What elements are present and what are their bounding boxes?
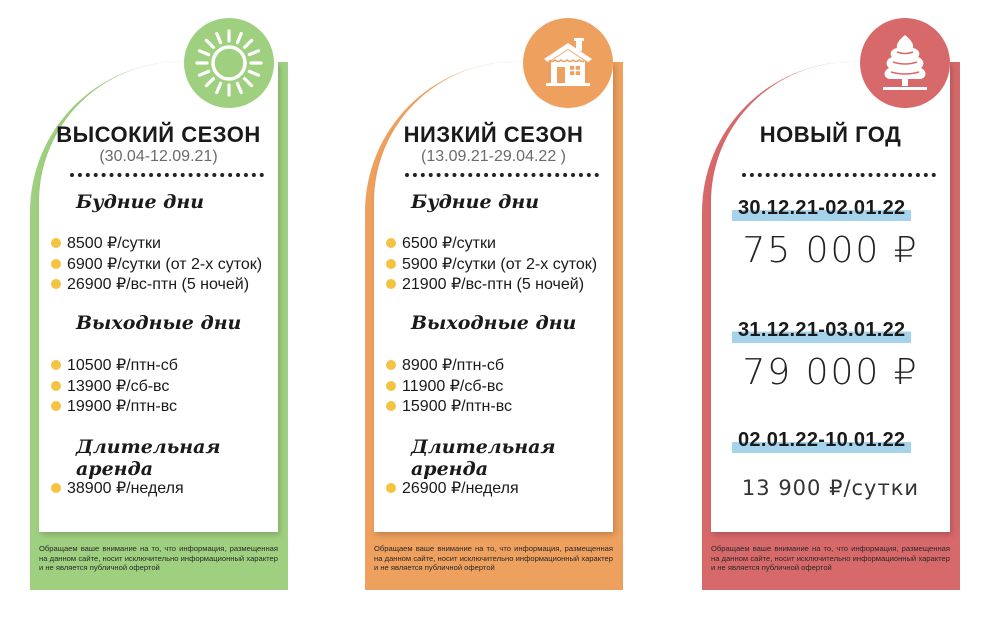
- card-title: НОВЫЙ ГОД: [759, 122, 902, 147]
- list-item: 8500 ₽/сутки: [51, 234, 262, 255]
- weekends-heading: Выходные дни: [76, 312, 242, 334]
- christmas-tree-icon: [877, 32, 933, 94]
- list-item: 38900 ₽/неделя: [51, 479, 184, 500]
- disclaimer: Обращаем ваше внимание на то, что информация, размещенная на данном сайте, носит исключительно информационный характер и не является публичной офертой: [374, 544, 613, 572]
- list-item: 6500 ₽/сутки: [386, 234, 597, 255]
- house-badge: [523, 18, 613, 108]
- list-item: 5900 ₽/сутки (от 2-х суток): [386, 255, 597, 276]
- high-season-card: [30, 62, 288, 590]
- list-item: 6900 ₽/сутки (от 2-х суток): [51, 255, 262, 276]
- disclaimer: Обращаем ваше внимание на то, что информация, размещенная на данном сайте, носит исключительно информационный характер и не является публичной офертой: [711, 544, 950, 572]
- date-range-1: 30.12.21-02.01.22: [732, 196, 911, 221]
- card-title: НИЗКИЙ СЕЗОН: [403, 122, 584, 147]
- bullet-icon: [386, 360, 396, 370]
- season-dates: (13.09.21-29.04.22 ): [421, 148, 566, 165]
- new-year-card: [702, 62, 960, 590]
- bullet-icon: [386, 401, 396, 411]
- long-rent-heading: Длительная аренда: [76, 436, 221, 480]
- bullet-icon: [386, 259, 396, 269]
- price-2: 79 000 ₽: [742, 352, 919, 393]
- bullet-icon: [51, 238, 61, 248]
- list-item: 19900 ₽/птн-вс: [51, 397, 178, 418]
- list-item: 8900 ₽/птн-сб: [386, 356, 512, 377]
- weekdays-list: [51, 234, 262, 296]
- house-icon: [540, 35, 596, 91]
- list-item: 21900 ₽/вс-птн (5 ночей): [386, 275, 597, 296]
- weekdays-heading: Будние дни: [76, 191, 205, 213]
- bullet-icon: [386, 279, 396, 289]
- long-rent-list: [386, 479, 519, 500]
- bullet-icon: [51, 360, 61, 370]
- low-season-card: [365, 62, 623, 590]
- price-1: 75 000 ₽: [742, 230, 919, 271]
- dotted-divider: [405, 173, 599, 177]
- weekends-list: [51, 356, 178, 418]
- list-item: 26900 ₽/неделя: [386, 479, 519, 500]
- dotted-divider: [70, 173, 264, 177]
- weekdays-list: [386, 234, 597, 296]
- list-item: 11900 ₽/сб-вс: [386, 377, 512, 398]
- sun-badge: [184, 18, 274, 108]
- bullet-icon: [386, 238, 396, 248]
- long-rent-heading: Длительная аренда: [411, 436, 556, 480]
- price-3: 13 900 ₽/сутки: [741, 476, 920, 500]
- date-range-2: 31.12.21-03.01.22: [732, 318, 911, 343]
- weekends-heading: Выходные дни: [411, 312, 577, 334]
- long-rent-list: [51, 479, 184, 500]
- bullet-icon: [386, 381, 396, 391]
- tree-badge: [860, 18, 950, 108]
- list-item: 13900 ₽/сб-вс: [51, 377, 178, 398]
- disclaimer: Обращаем ваше внимание на то, что информация, размещенная на данном сайте, носит исключительно информационный характер и не является публичной офертой: [39, 544, 278, 572]
- card-title: ВЫСОКИЙ СЕЗОН: [56, 122, 261, 147]
- date-range-3: 02.01.22-10.01.22: [732, 428, 911, 453]
- weekdays-heading: Будние дни: [411, 191, 540, 213]
- bullet-icon: [51, 279, 61, 289]
- dotted-divider: [742, 173, 936, 177]
- season-dates: (30.04-12.09.21): [99, 148, 218, 165]
- list-item: 10500 ₽/птн-сб: [51, 356, 178, 377]
- list-item: 15900 ₽/птн-вс: [386, 397, 512, 418]
- bullet-icon: [51, 483, 61, 493]
- bullet-icon: [51, 381, 61, 391]
- bullet-icon: [51, 259, 61, 269]
- bullet-icon: [51, 401, 61, 411]
- bullet-icon: [386, 483, 396, 493]
- list-item: 26900 ₽/вс-птн (5 ночей): [51, 275, 262, 296]
- sun-icon: [194, 28, 264, 98]
- weekends-list: [386, 356, 512, 418]
